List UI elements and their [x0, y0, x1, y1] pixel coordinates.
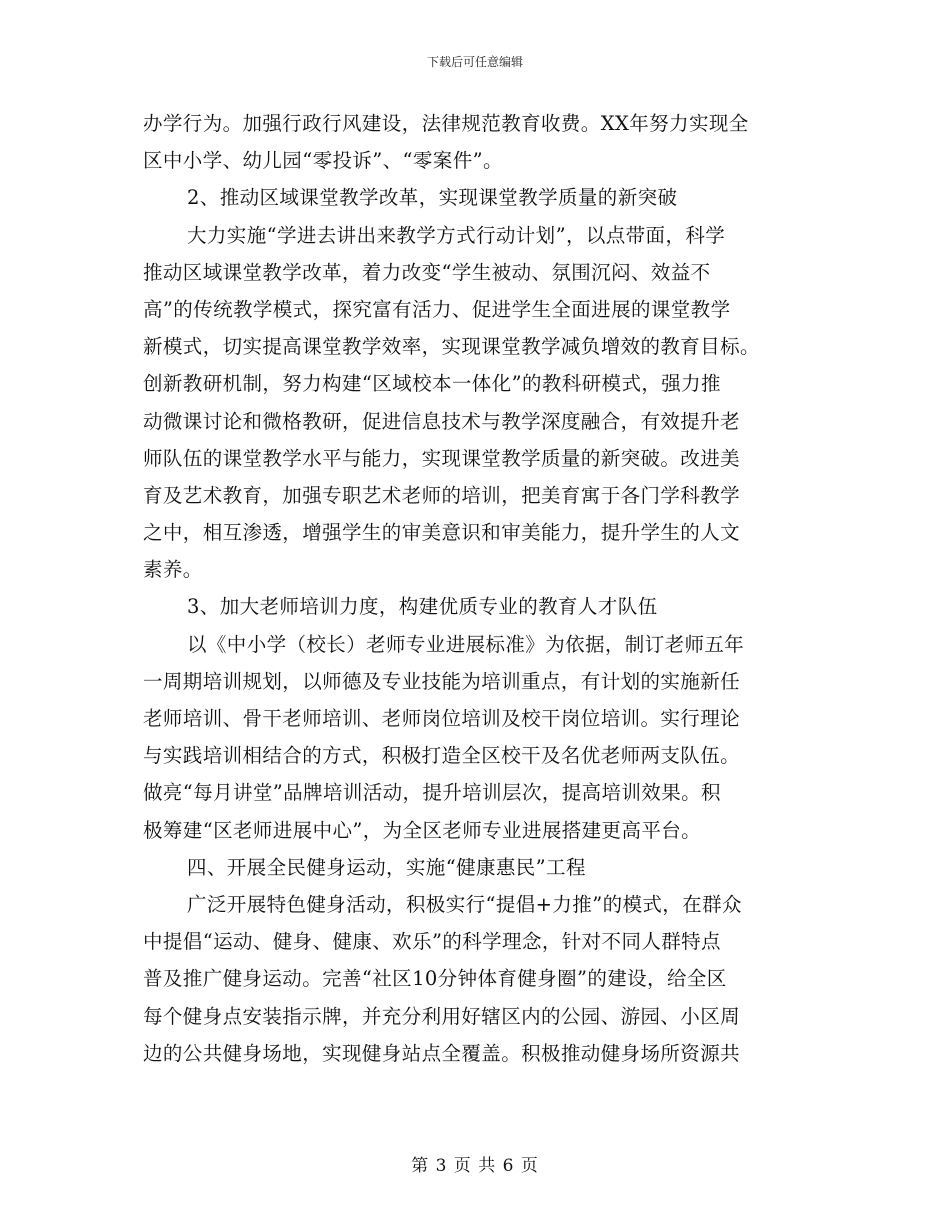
text-line: 普及推广健身运动。完善“社区10分钟体育健身圈”的建设，给全区 [143, 967, 727, 991]
section-heading: 2、推动区域课堂教学改革，实现课堂教学质量的新突破 [187, 186, 678, 210]
document-body [143, 105, 808, 1072]
text-line: 师队伍的课堂教学水平与能力，实现课堂教学质量的新突破。改进美 [143, 446, 741, 470]
section-heading: 3、加大老师培训力度，构建优质专业的教育人才队伍 [187, 595, 658, 619]
text-line: 极筹建“区老师进展中心”，为全区老师专业进展搭建更高平台。 [143, 818, 702, 842]
page-header-note: 下载后可任意编辑 [426, 55, 523, 69]
paragraph-start: 以《中小学（校长）老师专业进展标准》为依据，制订老师五年 [187, 632, 745, 656]
text-line: 高”的传统教学模式，探究富有活力、促进学生全面进展的课堂教学 [143, 297, 731, 321]
text-line: 做亮“每月讲堂”品牌培训活动，提升培训层次，提高培训效果。积 [143, 781, 721, 805]
text-line: 素养。 [143, 558, 203, 582]
text-line: 区中小学、幼儿园“零投诉”、“零案件”。 [143, 149, 503, 173]
text-line: 新模式，切实提高课堂教学效率，实现课堂教学减负增效的教育目标。 [143, 335, 760, 359]
text-line: 与实践培训相结合的方式，积极打造全区校干及名优老师两支队伍。 [143, 744, 741, 768]
section-heading: 四、开展全民健身运动，实施“健康惠民”工程 [187, 855, 586, 879]
text-line: 每个健身点安装指示牌，并充分利用好辖区内的公园、游园、小区周 [143, 1004, 741, 1028]
text-line: 办学行为。加强行政行风建设，法律规范教育收费。XX年努力实现全 [143, 112, 749, 135]
text-line: 动微课讨论和微格教研，促进信息技术与教学深度融合，有效提升老 [143, 409, 741, 433]
text-line: 推动区域课堂教学改革，着力改变“学生被动、氛围沉闷、效益不 [143, 260, 711, 284]
text-line: 中提倡“运动、健身、健康、欢乐”的科学理念，针对不同人群特点 [143, 930, 721, 954]
paragraph-start: 大力实施“学进去讲出来教学方式行动计划”，以点带面，科学 [187, 223, 726, 247]
text-line: 创新教研机制，努力构建“区域校本一体化”的教科研模式，强力推 [143, 372, 721, 396]
text-line: 之中，相互渗透，增强学生的审美意识和审美能力，提升学生的人文 [143, 521, 741, 545]
text-line: 育及艺术教育，加强专职艺术老师的培训，把美育寓于各门学科教学 [143, 483, 741, 507]
paragraph-start: 广泛开展特色健身活动，积极实行“提倡+力推”的模式，在群众 [187, 892, 742, 916]
page-number: 第 3 页 共 6 页 [411, 1156, 539, 1176]
text-line: 边的公共健身场地，实现健身站点全覆盖。积极推动健身场所资源共 [143, 1041, 741, 1065]
text-line: 老师培训、骨干老师培训、老师岗位培训及校干岗位培训。实行理论 [143, 707, 741, 730]
text-line: 一周期培训规划，以师德及专业技能为培训重点，有计划的实施新任 [143, 669, 741, 693]
